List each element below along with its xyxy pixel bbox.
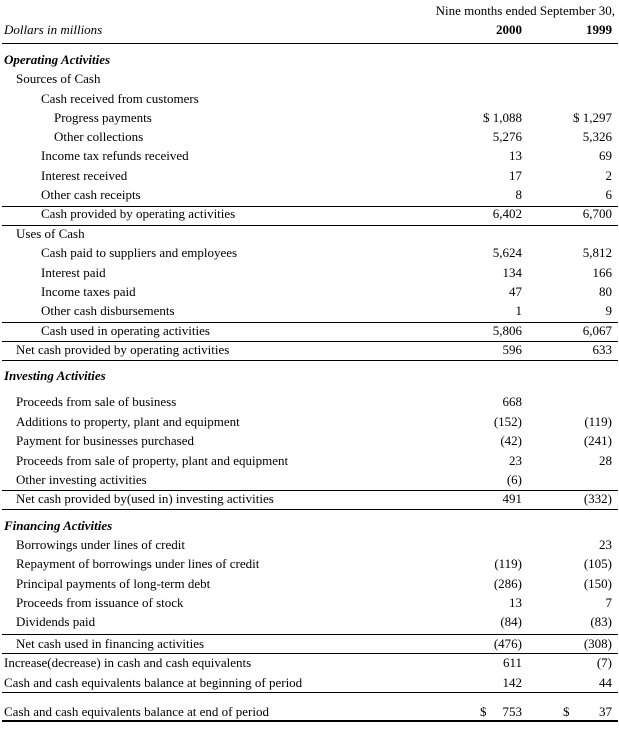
- value-2000: 47: [509, 284, 522, 299]
- value-2000: 134: [502, 265, 522, 280]
- row-label: Other cash receipts: [41, 187, 141, 202]
- row-label: Cash used in operating activities: [41, 323, 210, 338]
- row-label: Payment for businesses purchased: [16, 433, 194, 448]
- row-label: Proceeds from issuance of stock: [16, 595, 184, 610]
- value-2000: 17: [509, 168, 522, 183]
- value-1999: (7): [596, 655, 612, 670]
- row-label: Principal payments of long-term debt: [16, 576, 211, 591]
- currency-symbol: $: [563, 704, 570, 719]
- header-period: Nine months ended September 30,: [435, 3, 615, 18]
- value-1999: 2: [605, 168, 612, 183]
- value-1999: (150): [583, 576, 612, 591]
- rule-double: [2, 720, 618, 722]
- value-2000: 5,806: [492, 323, 522, 338]
- value-1999: 7: [605, 595, 612, 610]
- table-row: [0, 148, 619, 167]
- header-year-1999: 1999: [586, 22, 612, 37]
- value-2000: 8: [515, 187, 522, 202]
- value-2000: 753: [502, 704, 522, 719]
- value-2000: (42): [500, 433, 522, 448]
- value-1999: (332): [583, 491, 612, 506]
- row-label: Borrowings under lines of credit: [16, 537, 185, 552]
- value-2000: 23: [509, 453, 522, 468]
- section-heading: Investing Activities: [4, 368, 106, 383]
- value-2000: (84): [500, 614, 522, 629]
- value-1999: 37: [599, 704, 612, 719]
- row-label: Cash paid to suppliers and employees: [41, 245, 238, 260]
- row-label: Sources of Cash: [16, 71, 101, 86]
- rule: [2, 490, 618, 491]
- row-label: Uses of Cash: [16, 226, 85, 241]
- row-label: Cash received from customers: [41, 91, 199, 106]
- value-1999: 28: [599, 453, 612, 468]
- value-2000: (6): [506, 472, 522, 487]
- row-label: Additions to property, plant and equipment: [16, 414, 240, 429]
- value-2000: (119): [494, 556, 522, 571]
- table-row: [0, 556, 619, 575]
- value-2000: (286): [493, 576, 522, 591]
- rule: [2, 322, 618, 323]
- table-row: [0, 595, 619, 614]
- rule: [2, 360, 618, 361]
- value-1999: 6: [605, 187, 612, 202]
- table-row: [0, 284, 619, 303]
- row-label: Repayment of borrowings under lines of credit: [16, 556, 260, 571]
- value-1999: 6,067: [582, 323, 612, 338]
- value-1999: 6,700: [582, 206, 612, 221]
- value-2000: 668: [502, 394, 522, 409]
- value-2000: 142: [502, 675, 522, 690]
- value-1999: (83): [590, 614, 612, 629]
- row-label: Net cash provided by(used in) investing activities: [16, 491, 274, 506]
- row-label: Increase(decrease) in cash and cash equivalents: [4, 655, 252, 670]
- table-row: [0, 245, 619, 264]
- table-row: [0, 537, 619, 556]
- rule: [2, 692, 618, 693]
- rule: [2, 634, 618, 635]
- row-label: Cash provided by operating activities: [41, 206, 236, 221]
- header-units: Dollars in millions: [4, 22, 103, 37]
- row-label: Cash and cash equivalents balance at end of period: [4, 704, 269, 719]
- row-label: Other investing activities: [16, 472, 147, 487]
- section-heading: Operating Activities: [4, 52, 111, 67]
- table-row: [0, 91, 619, 110]
- row-label: Proceeds from sale of business: [16, 394, 177, 409]
- rule: [2, 206, 618, 207]
- table-row: [0, 168, 619, 187]
- row-label: Progress payments: [54, 110, 152, 125]
- table-row: [0, 129, 619, 148]
- value-1999: 23: [599, 537, 612, 552]
- value-2000: (152): [493, 414, 522, 429]
- header-year-2000: 2000: [496, 22, 522, 37]
- table-row: [0, 433, 619, 452]
- value-2000: 611: [502, 655, 522, 670]
- value-2000: 13: [509, 595, 522, 610]
- section-heading-row: [0, 368, 619, 387]
- table-row: [0, 491, 619, 510]
- value-1999: (308): [583, 636, 612, 651]
- row-label: Dividends paid: [16, 614, 96, 629]
- row-label: Net cash used in financing activities: [16, 636, 205, 651]
- table-row: [0, 323, 619, 342]
- value-1999: 633: [592, 342, 612, 357]
- value-2000: 5,624: [492, 245, 522, 260]
- row-label: Income tax refunds received: [41, 148, 189, 163]
- table-row: [0, 206, 619, 225]
- value-2000: (476): [493, 636, 522, 651]
- value-1999: 44: [599, 675, 612, 690]
- table-row: [0, 453, 619, 472]
- row-label: Interest received: [41, 168, 128, 183]
- value-1999: 69: [599, 148, 612, 163]
- section-heading-row: [0, 52, 619, 71]
- table-row: [0, 342, 619, 361]
- value-1999: (241): [583, 433, 612, 448]
- value-2000: 5,276: [492, 129, 522, 144]
- header-rule: [2, 43, 618, 44]
- table-row: [0, 655, 619, 674]
- row-label: Cash and cash equivalents balance at beginning of period: [4, 675, 303, 690]
- table-row: [0, 71, 619, 90]
- value-1999: 166: [592, 265, 612, 280]
- rule: [2, 225, 618, 226]
- value-2000: 596: [502, 342, 522, 357]
- value-1999: 5,326: [582, 129, 612, 144]
- table-row: [0, 576, 619, 595]
- row-label: Net cash provided by operating activities: [16, 342, 230, 357]
- rule: [2, 341, 618, 342]
- value-2000: $ 1,088: [483, 110, 522, 125]
- row-label: Other cash disbursements: [41, 303, 175, 318]
- value-2000: 6,402: [492, 206, 522, 221]
- table-row: [0, 303, 619, 322]
- currency-symbol: $: [480, 704, 487, 719]
- table-row: [0, 414, 619, 433]
- value-1999: (105): [583, 556, 612, 571]
- row-label: Interest paid: [41, 265, 106, 280]
- value-1999: 80: [599, 284, 612, 299]
- section-heading: Financing Activities: [4, 518, 113, 533]
- table-row: [0, 187, 619, 206]
- value-1999: $ 1,297: [573, 110, 612, 125]
- value-2000: 1: [515, 303, 522, 318]
- table-row: [0, 614, 619, 633]
- value-1999: 9: [605, 303, 612, 318]
- table-row: [0, 110, 619, 129]
- row-label: Income taxes paid: [41, 284, 136, 299]
- row-label: Other collections: [54, 129, 144, 144]
- value-2000: 491: [502, 491, 522, 506]
- rule: [2, 509, 618, 510]
- table-row: [0, 265, 619, 284]
- section-heading-row: [0, 518, 619, 537]
- table-row: [0, 226, 619, 245]
- value-1999: 5,812: [582, 245, 612, 260]
- row-label: Proceeds from sale of property, plant and equipment: [16, 453, 289, 468]
- table-row: [0, 394, 619, 413]
- table-row: [0, 472, 619, 491]
- rule: [2, 653, 618, 654]
- value-2000: 13: [509, 148, 522, 163]
- value-1999: (119): [584, 414, 612, 429]
